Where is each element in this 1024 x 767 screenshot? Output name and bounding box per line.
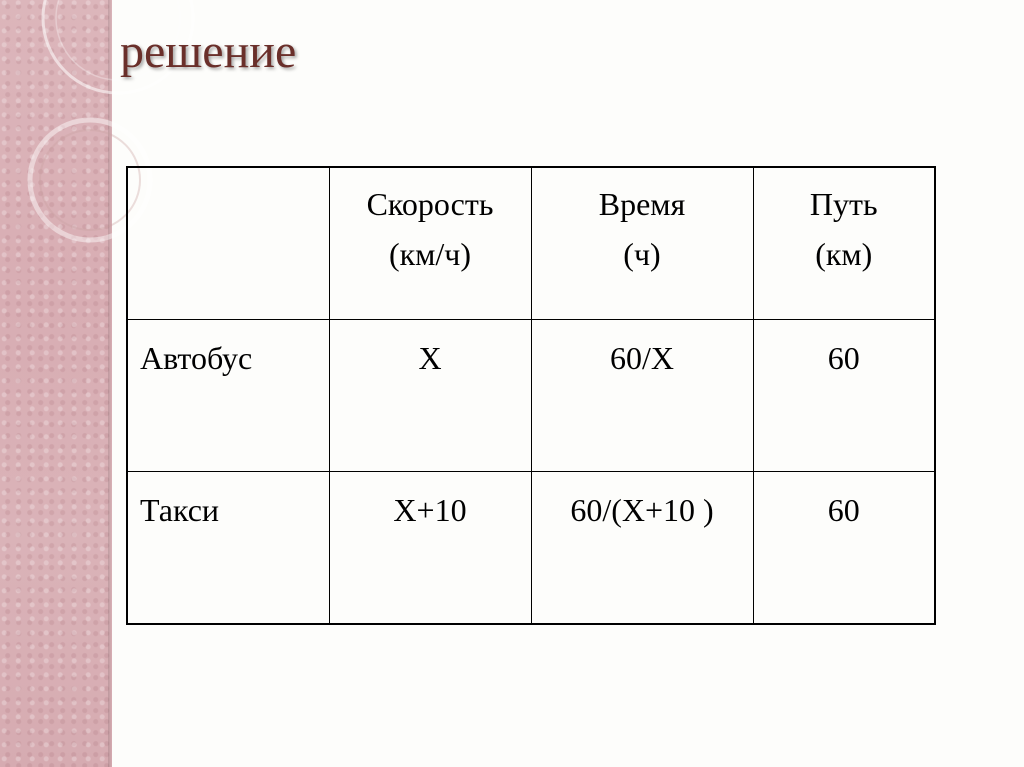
table-row [127, 319, 935, 471]
header-unit: (км) [815, 235, 873, 272]
header-unit: (ч) [623, 235, 661, 272]
solution-table [126, 166, 936, 625]
table-row [127, 471, 935, 624]
cell-speed: X+10 [329, 471, 531, 624]
header-label: Путь [809, 186, 878, 222]
cell-distance: 60 [753, 471, 935, 624]
table-header-row [127, 167, 935, 319]
row-label: Автобус [127, 319, 329, 471]
page-title: решение [120, 25, 297, 78]
header-label: Время [598, 186, 686, 222]
cell-distance: 60 [753, 319, 935, 471]
header-unit: (км/ч) [388, 235, 472, 272]
row-label: Такси [127, 471, 329, 624]
header-label: Скорость [366, 186, 494, 222]
header-cell-speed [329, 167, 531, 319]
header-cell-empty [127, 167, 329, 319]
cell-time: 60/(X+10 ) [531, 471, 753, 624]
header-cell-distance [753, 167, 935, 319]
cell-speed: X [329, 319, 531, 471]
cell-time: 60/X [531, 319, 753, 471]
header-cell-time [531, 167, 753, 319]
